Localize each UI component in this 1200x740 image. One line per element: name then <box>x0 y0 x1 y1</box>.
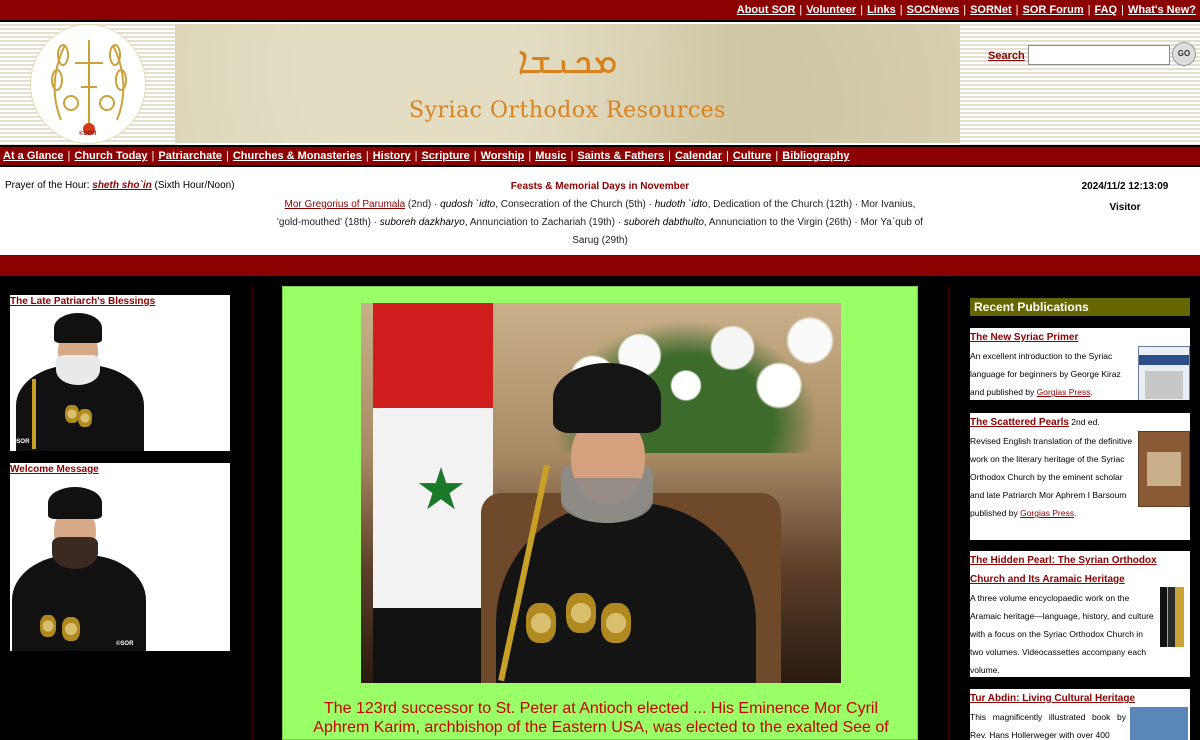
feast-name: Mor Ya`qub of Sarug <box>572 217 923 246</box>
separator: | <box>528 150 532 162</box>
feast-name: suboreh dazkharyo <box>379 217 465 228</box>
separator: | <box>1121 4 1124 16</box>
visitor-label: Visitor <box>1109 202 1141 213</box>
feasts-list <box>276 196 924 250</box>
feast-separator: · <box>852 199 861 210</box>
search-area <box>960 22 1200 145</box>
publication-item <box>970 689 1190 740</box>
separator: | <box>1087 4 1091 16</box>
hat <box>54 313 102 343</box>
publication-edition: 2nd ed. <box>1068 417 1100 427</box>
beard-lower <box>561 478 653 523</box>
separator: | <box>963 4 967 16</box>
feast-detail: , Annunciation to the Virgin (26th) <box>703 217 852 228</box>
hat <box>553 363 661 433</box>
late-patriarch-box[interactable] <box>10 295 230 451</box>
banner-syriac-title: ܡܟܢܫܐ <box>517 38 618 82</box>
logo-tag: ©SOR <box>79 131 97 137</box>
separator: | <box>726 150 729 162</box>
flag <box>373 303 493 683</box>
site-header <box>0 22 1200 145</box>
publication-title[interactable]: Tur Abdin: Living Cultural Heritage <box>970 693 1135 704</box>
book-cover-hidden-pearl[interactable] <box>1160 587 1186 649</box>
publisher-link[interactable]: Gorgias Press <box>1036 387 1091 397</box>
topnav-volunteer[interactable]: Volunteer <box>806 4 857 16</box>
book-cover-scattered-pearls[interactable] <box>1138 431 1190 507</box>
late-patriarch-link[interactable]: The Late Patriarch's Blessings <box>10 296 156 307</box>
publication-desc: A three volume encyclopaedic work on the Aramaic heritage—language, history, and culture with a focus on the Syriac Orthodox Church in two volumes. Videocassettes accompany each volume. <box>970 593 1154 675</box>
feast-name: hudoth `idto <box>654 199 708 210</box>
nav-worship[interactable]: Worship <box>480 150 525 162</box>
photo-tag: ©SOR <box>116 641 134 647</box>
nav-scripture[interactable]: Scripture <box>421 150 470 162</box>
feasts-panel <box>276 178 924 250</box>
welcome-message-box[interactable] <box>10 463 230 651</box>
feast-name: suboreh dabthulto <box>623 217 704 228</box>
nav-calendar[interactable]: Calendar <box>674 150 723 162</box>
topnav-sornet[interactable]: SORNet <box>970 4 1012 16</box>
publication-title[interactable]: The Hidden Pearl: The Syrian Orthodox Church and Its Aramaic Heritage <box>970 555 1157 585</box>
nav-music[interactable]: Music <box>535 150 567 162</box>
topnav-about-sor[interactable]: About SOR <box>736 4 796 16</box>
feast-detail: (2nd) <box>405 199 432 210</box>
feast-detail: , Dedication of the Church (12th) <box>707 199 853 210</box>
star-icon: ★ <box>415 457 467 522</box>
prayer-of-hour <box>5 177 235 195</box>
column-divider <box>948 286 949 740</box>
publication-item <box>970 413 1190 540</box>
prayer-note: (Sixth Hour/Noon) <box>154 180 235 191</box>
robe <box>12 555 146 651</box>
nav-churches-monasteries[interactable]: Churches & Monasteries <box>232 150 362 162</box>
feast-detail: , Annunciation to Zachariah (19th) <box>464 217 615 228</box>
featured-panel <box>282 286 918 740</box>
separator: | <box>67 150 71 162</box>
welcome-message-link[interactable]: Welcome Message <box>10 464 99 475</box>
book-cover-new-syriac-primer[interactable] <box>1138 346 1190 400</box>
info-strip <box>0 167 1200 255</box>
feast-separator: · <box>431 199 441 210</box>
publisher-link[interactable]: Gorgias Press <box>1020 508 1074 518</box>
publication-desc: This magnificently illustrated book by Rev. Hans Hollerweger with over 400 <box>970 712 1126 740</box>
medal <box>40 615 56 637</box>
banner-site-title: Syriac Orthodox Resources <box>409 98 726 123</box>
feast-name: Mor Ivanius, 'gold-mouthed' <box>277 199 916 228</box>
datetime: 2024/11/2 12:13:09 <box>1081 181 1169 192</box>
hat <box>48 487 102 519</box>
separator: | <box>899 4 903 16</box>
publication-item <box>970 551 1190 677</box>
feast-separator: · <box>645 199 655 210</box>
nav-bibliography[interactable]: Bibliography <box>782 150 850 162</box>
patriarch-photo[interactable] <box>10 483 150 651</box>
feast-name: qudosh `idto <box>440 199 496 210</box>
main-nav-bar <box>0 147 1200 165</box>
separator: | <box>799 4 803 16</box>
separator: | <box>225 150 229 162</box>
separator: | <box>668 150 671 162</box>
photo-tag: ©SOR <box>12 439 30 445</box>
logo-emblem-icon <box>31 25 147 145</box>
publication-desc: Revised English translation of the definitive work on the literary heritage of the Syriac Orthodox Church by the eminent scholar and late Patriarch Mor Aphrem I Barsoum published by Gorgias Press. <box>970 436 1133 518</box>
search-input[interactable] <box>1028 45 1170 65</box>
divider-band <box>0 255 1200 276</box>
search-label[interactable]: Search <box>988 50 1025 62</box>
feast-detail: (29th) <box>598 235 628 246</box>
topnav-sor-forum[interactable]: SOR Forum <box>1022 4 1084 16</box>
recent-publications-heading: Recent Publications <box>970 298 1190 316</box>
staff <box>32 379 36 449</box>
prayer-label: Prayer of the Hour: <box>5 180 90 191</box>
go-button[interactable]: GO <box>1172 42 1196 66</box>
feasts-title: Feasts & Memorial Days in November <box>510 181 690 192</box>
topnav-links[interactable]: Links <box>867 4 896 16</box>
prayer-link[interactable]: sheth sho`in <box>92 180 152 191</box>
nav-patriarchate[interactable]: Patriarchate <box>158 150 222 162</box>
separator: | <box>473 150 477 162</box>
beard <box>52 537 98 569</box>
nav-church-today[interactable]: Church Today <box>74 150 148 162</box>
featured-photo[interactable] <box>361 303 841 683</box>
medal <box>526 603 556 643</box>
feast-detail: , Consecration of the Church (5th) <box>495 199 646 210</box>
separator: | <box>1015 4 1019 16</box>
separator: | <box>860 4 864 16</box>
medal <box>601 603 631 643</box>
feast-name[interactable]: Mor Gregorius of Parumala <box>284 199 406 210</box>
featured-caption: The 123rd successor to St. Peter at Antioch elected ... His Eminence Mor Cyril Aphrem Karim, archbishop of the Eastern USA, was elected to the exalted See of <box>313 700 889 736</box>
topnav-whats-new[interactable]: What's New? <box>1127 4 1196 16</box>
medal <box>566 593 596 633</box>
separator: | <box>151 150 155 162</box>
beard <box>56 355 100 385</box>
late-patriarch-photo[interactable] <box>10 309 150 451</box>
separator: | <box>365 150 369 162</box>
topnav-socnews[interactable]: SOCNews <box>906 4 960 16</box>
separator: | <box>570 150 574 162</box>
banner <box>175 24 960 143</box>
medal <box>62 617 80 641</box>
topnav-faq[interactable]: FAQ <box>1094 4 1118 16</box>
nav-culture[interactable]: Culture <box>732 150 772 162</box>
nav-at-a-glance[interactable]: At a Glance <box>3 150 64 162</box>
publication-item <box>970 328 1190 400</box>
feast-separator: · <box>614 217 624 228</box>
top-nav-bar <box>0 0 1200 20</box>
column-divider <box>252 286 253 740</box>
publication-title[interactable]: The Scattered Pearls <box>970 417 1069 428</box>
feast-separator: · <box>370 217 380 228</box>
nav-saints-fathers[interactable]: Saints & Fathers <box>577 150 665 162</box>
publication-title[interactable]: The New Syriac Primer <box>970 332 1079 343</box>
site-logo[interactable] <box>30 24 146 144</box>
nav-history[interactable]: History <box>372 150 411 162</box>
separator: | <box>775 150 779 162</box>
book-cover-tur-abdin[interactable] <box>1130 707 1188 740</box>
separator: | <box>414 150 418 162</box>
publication-desc: An excellent introduction to the Syriac language for beginners by George Kiraz and published by Gorgias Press. <box>970 351 1121 397</box>
feast-separator: · <box>851 217 861 228</box>
feast-detail: (18th) <box>342 217 371 228</box>
medal <box>78 409 92 427</box>
medal <box>65 405 79 423</box>
